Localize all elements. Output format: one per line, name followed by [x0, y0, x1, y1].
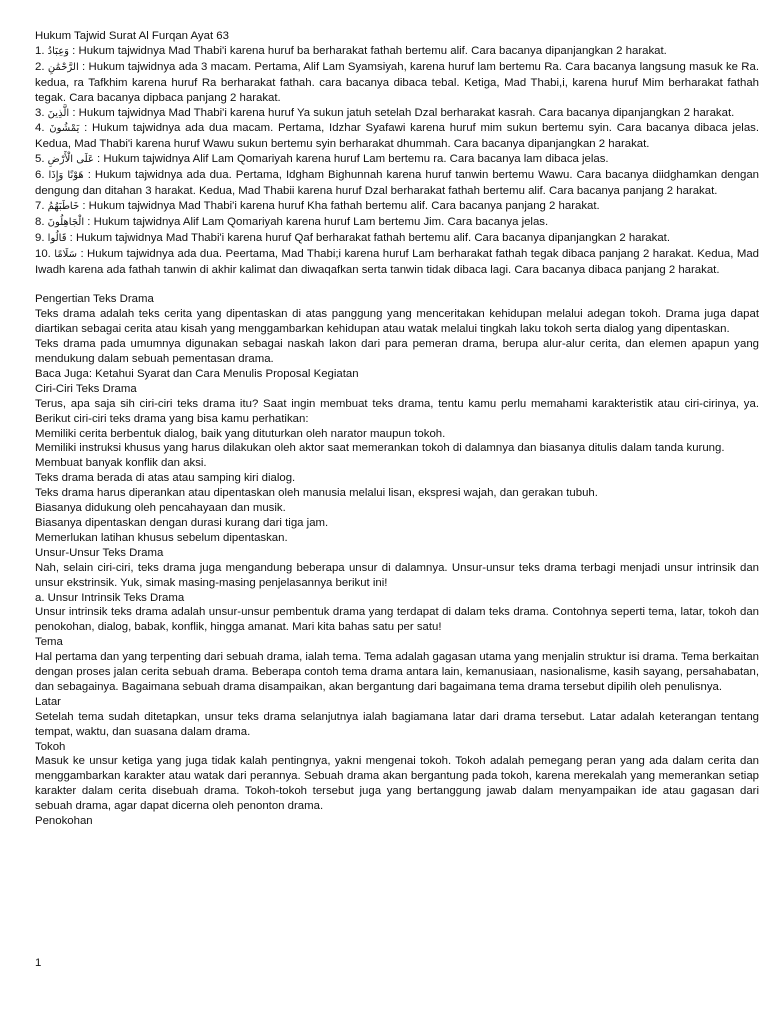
drama-paragraph: Ciri-Ciri Teks Drama [35, 382, 137, 395]
drama-paragraph: Memerlukan latihan khusus sebelum dipentaskan. [35, 531, 288, 544]
page-number: 1 [35, 957, 42, 969]
tajwid-item-text: : Hukum tajwidnya Mad Thabi'i karena huruf Ya sukun jatuh setelah Dzal berharakat kasrah. Cara bacanya dipanjangkan 2 harakat. [72, 106, 735, 119]
tajwid-item [35, 106, 759, 122]
tajwid-item-arabic: الْجَاهِلُونَ [47, 216, 85, 228]
tajwid-item-arabic: قَالُوا [47, 232, 67, 244]
drama-paragraph: Latar [35, 695, 61, 708]
tajwid-item-text: : Hukum tajwidnya ada 3 macam. Pertama, Alif Lam Syamsiyah, karena huruf lam bertemu Ra. Cara bacanya langsung masuk ke Ra. kedua, ra Tafkhim karena huruf Ra berharakat fathah. cara bacanya dibaca tebal. Ketiga, Mad Thabi,i, karena huruf Mim berharakat fathah tegak. Cara bacanya dipbaca panjang 2 harakat. [35, 60, 760, 104]
drama-paragraph: Terus, apa saja sih ciri-ciri teks drama itu? Saat ingin membuat teks drama, tentu kamu perlu memahami karakteristik atau ciri-cirinya, ya. Berikut ciri-ciri teks drama yang bisa kamu perhatikan: [35, 397, 759, 425]
drama-paragraph: Biasanya didukung oleh pencahayaan dan musik. [35, 502, 286, 515]
tajwid-item-arabic: خَاطَبَهُمُ [47, 200, 80, 212]
tajwid-item-text: : Hukum tajwidnya Alif Lam Qomariyah karena huruf Lam bertemu Jim. Cara bacanya jelas. [87, 215, 549, 228]
tajwid-item-number: 2. [35, 60, 45, 73]
tajwid-item [35, 44, 759, 60]
tajwid-item-number: 3. [35, 106, 45, 119]
tajwid-item-arabic: الَّذِينَ [47, 107, 70, 119]
tajwid-item-text: : Hukum tajwidnya Mad Thabi'i karena huruf ba berharakat fathah bertemu alif. Cara bacanya dipanjangkan 2 harakat. [72, 44, 667, 57]
drama-paragraph: Memiliki instruksi khusus yang harus dilakukan oleh aktor saat memerankan tokoh di dalamnya dan biasanya ditulis dalam tanda kurung. [35, 442, 725, 455]
drama-paragraph: Baca Juga: Ketahui Syarat dan Cara Menulis Proposal Kegiatan [35, 367, 359, 380]
drama-paragraph: Unsur intrinsik teks drama adalah unsur-unsur pembentuk drama yang terdapat di dalam teks drama. Contohnya seperti tema, latar, tokoh dan penokohan, dialog, babak, konflik, hingga amanat. Mari kita bahas satu per satu! [35, 606, 759, 634]
tajwid-item-number: 9. [35, 231, 45, 244]
tajwid-item-text: : Hukum tajwidnya ada dua. Peertama, Mad Thabi;i karena huruf Lam berharakat fathah tegak dibaca panjang 2 harakat. Kedua, Mad Iwadh karena ada fathah tanwin di akhir kalimat dan diwaqafkan serta tanwin tidak dibaca lagi. Cara bacanya dibaca panjang 2 harakat. [35, 247, 759, 276]
tajwid-item [35, 247, 759, 278]
tajwid-item-number: 6. [35, 169, 45, 182]
tajwid-item-arabic: الرَّحْمَٰنِ [47, 61, 79, 73]
drama-paragraph: Penokohan [35, 815, 93, 828]
tajwid-item-arabic: وَعِبَادُ [47, 45, 69, 57]
tajwid-item-number: 5. [35, 153, 45, 166]
drama-paragraph: Tema [35, 636, 63, 649]
tajwid-item [35, 215, 759, 231]
tajwid-item-text: : Hukum tajwidnya ada dua macam. Pertama, Idzhar Syafawi karena huruf mim sukun bertemu syin. Cara bacanya dibaca jelas. Kedua, Mad Thabi'i karena huruf Wawu sukun bertemu syin berharakat dhummah. Cara bacanya dipanjangkan 2 harakat. [35, 122, 760, 151]
tajwid-list [35, 44, 759, 278]
tajwid-item-arabic: يَمْشُونَ [49, 123, 80, 135]
tajwid-item-number: 8. [35, 215, 45, 228]
tajwid-item-text: : Hukum tajwidnya ada dua. Pertama, Idgham Bighunnah karena huruf tanwin bertemu Wawu. Cara bacanya diidghamkan dengan dengung dan ditahan 3 harakat. Kedua, Mad Thabii karena huruf Dzal berharakat fathah bertemu alif. Cara bacanya panjang 2 harakat. [35, 169, 759, 198]
drama-paragraph: Hal pertama dan yang terpenting dari sebuah drama, ialah tema. Tema adalah gagasan utama yang menjalin struktur isi drama. Tema berkaitan dengan proses jalan cerita sebuah drama. Beberapa contoh tema drama antara lain, kemanusiaan, nasionalisme, kasih sayang, persahabatan, dan sebagainya. Bagaimana sebuah drama disampaikan, akan bergantung dari bagaimana tema drama tersebut dipilih oleh penulisnya. [35, 651, 759, 693]
tajwid-item-number: 1. [35, 44, 45, 57]
drama-paragraph: Biasanya dipentaskan dengan durasi kurang dari tiga jam. [35, 516, 329, 529]
drama-paragraph: Nah, selain ciri-ciri, teks drama juga mengandung beberapa unsur di dalamnya. Unsur-unsur teks drama terbagi menjadi unsur intrinsik dan unsur ekstrinsik. Yuk, simak masing-masing penjelasannya berikut ini! [35, 561, 759, 589]
drama-paragraph: Setelah tema sudah ditetapkan, unsur teks drama selanjutnya ialah bagiamana latar dari drama tersebut. Latar adalah keterangan tentang tempat, waktu, dan suasana dalam drama. [35, 710, 759, 738]
drama-paragraph: Tokoh [35, 740, 66, 753]
paragraph-gap [35, 278, 759, 293]
drama-paragraph: Teks drama berada di atas atau samping kiri dialog. [35, 472, 296, 485]
drama-paragraph: Masuk ke unsur ketiga yang juga tidak kalah pentingnya, yakni mengenai tokoh. Tokoh adalah pemegang peran yang ada dalam cerita dan menggambarkan karakter atau watak dari perannya. Sebuah drama akan bergantung pada tokoh, karena merekalah yang memerankan setiap karakter dalam cerita disebuah drama. Tokoh-tokoh tersebut juga yang bertanggung jawab dalam menyampaikan ide atau gagasan dari sebuah drama, agar dapat dicerna oleh penonton drama. [35, 755, 759, 813]
drama-paragraph: Teks drama adalah teks cerita yang dipentaskan di atas panggung yang menceritakan kehidupan melalui adegan tokoh. Drama juga dapat diartikan sebagai cerita atau kisah yang menggambarkan kehidupan atau watak melalui tingkah laku tokoh serta dialog yang dipentaskan. [35, 308, 759, 336]
tajwid-item-arabic: عَلَى الْأَرْضِ [47, 154, 94, 166]
tajwid-item [35, 168, 759, 199]
drama-paragraph: Teks drama pada umumnya digunakan sebagai naskah lakon dari para pemeran drama, berupa alur-alur cerita, dan elemen apapun yang mendukung dalam sebuah pementasan drama. [35, 338, 759, 366]
tajwid-item [35, 60, 759, 106]
tajwid-item-arabic: هَوْنًا وَإِذَا [48, 170, 84, 182]
tajwid-item [35, 121, 759, 152]
tajwid-item-number: 7. [35, 199, 45, 212]
document-page [35, 29, 759, 829]
drama-paragraph: Unsur-Unsur Teks Drama [35, 546, 164, 559]
drama-paragraph: Memiliki cerita berbentuk dialog, baik yang dituturkan oleh narator maupun tokoh. [35, 427, 446, 440]
tajwid-item [35, 231, 759, 247]
drama-paragraph: Membuat banyak konflik dan aksi. [35, 457, 207, 470]
tajwid-item-number: 4. [35, 122, 45, 135]
tajwid-item-text: : Hukum tajwidnya Mad Thabi'i karena huruf Kha fathah bertemu alif. Cara bacanya panjang 2 harakat. [82, 199, 600, 212]
tajwid-item-number: 10. [35, 247, 51, 260]
tajwid-item-text: : Hukum tajwidnya Alif Lam Qomariyah karena huruf Lam bertemu ra. Cara bacanya lam dibaca jelas. [97, 153, 609, 166]
tajwid-item [35, 199, 759, 215]
tajwid-item-arabic: سَلَامًا [54, 248, 78, 260]
drama-paragraph: Pengertian Teks Drama [35, 293, 154, 306]
drama-paragraph: a. Unsur Intrinsik Teks Drama [35, 591, 185, 604]
document-title: Hukum Tajwid Surat Al Furqan Ayat 63 [35, 30, 229, 42]
drama-paragraph: Teks drama harus diperankan atau dipentaskan oleh manusia melalui lisan, ekspresi wajah, dan gerakan tubuh. [35, 487, 598, 500]
tajwid-item [35, 152, 759, 168]
tajwid-item-text: : Hukum tajwidnya Mad Thabi'i karena huruf Qaf berharakat fathah bertemu alif. Cara bacanya dipanjangkan 2 harakat. [69, 231, 670, 244]
drama-section [35, 292, 759, 829]
